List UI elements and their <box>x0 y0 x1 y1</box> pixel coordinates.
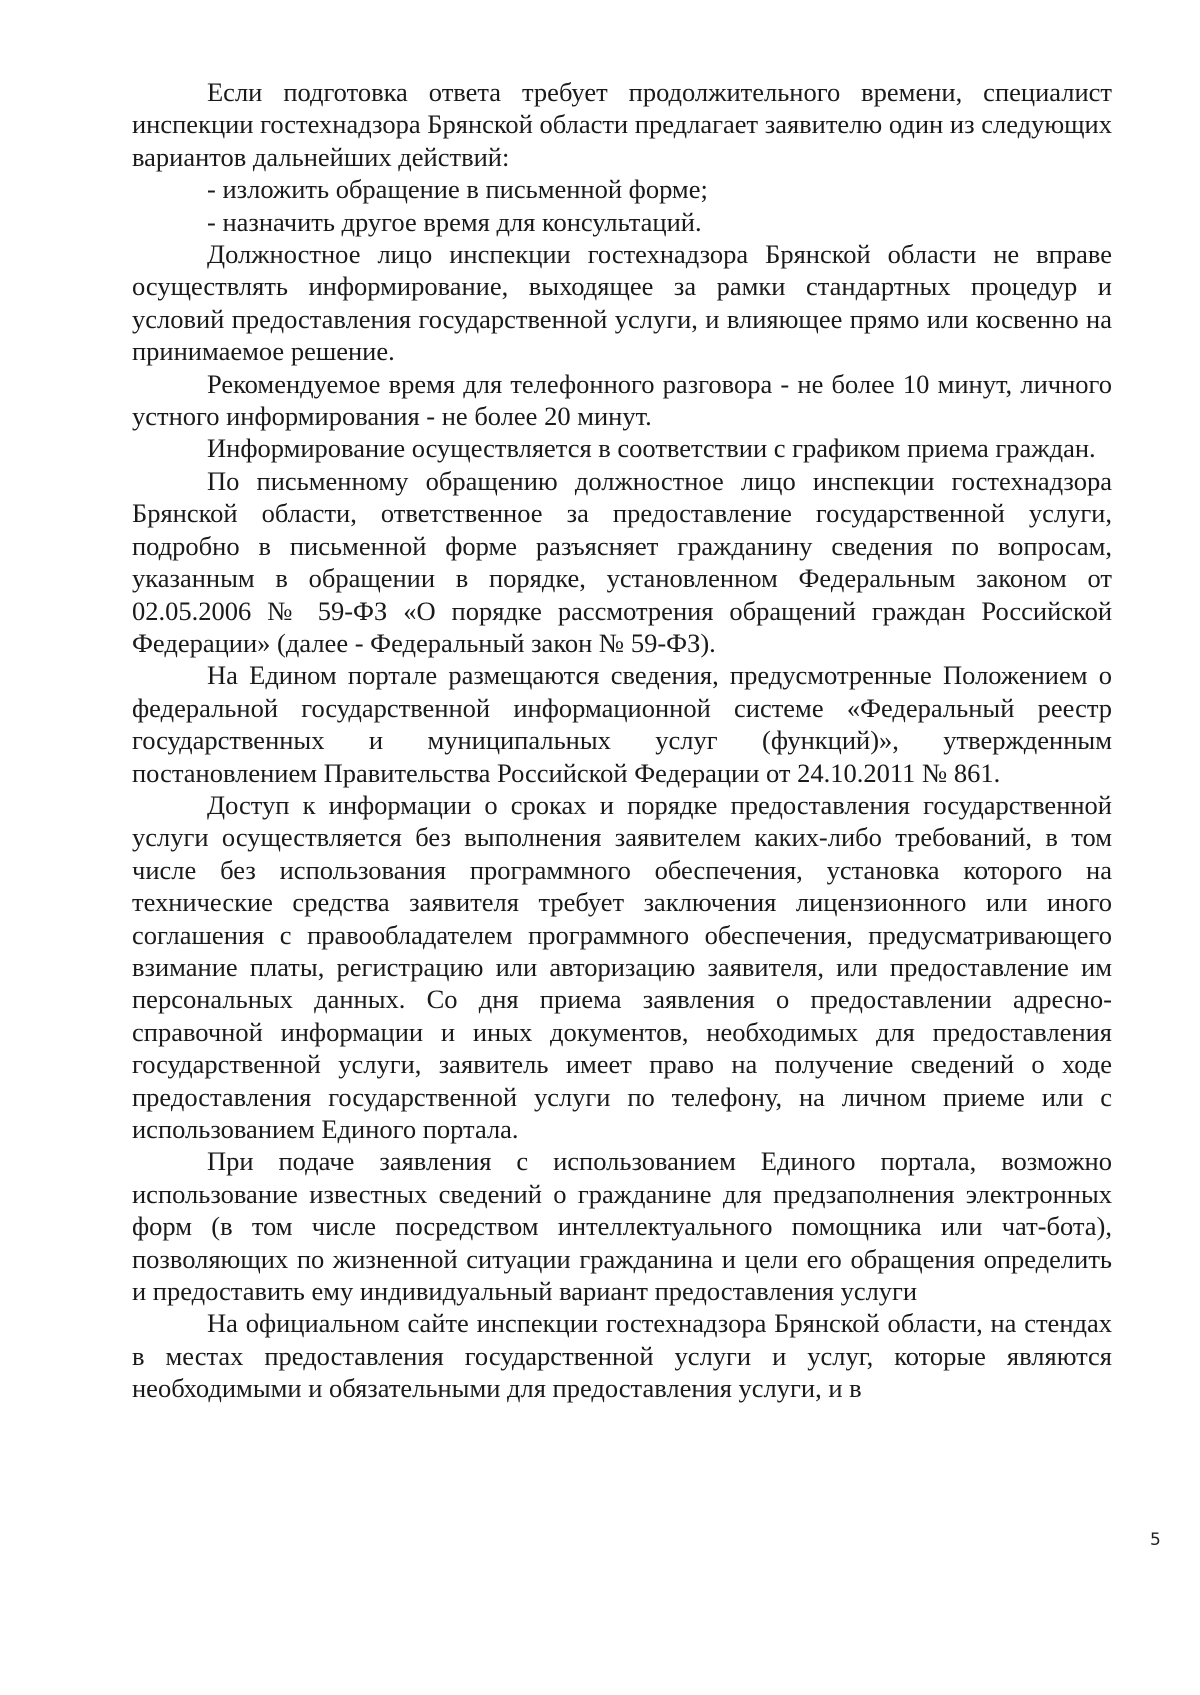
paragraph-recommended-time: Рекомендуемое время для телефонного разговора - не более 10 минут, личного устного информирования - не более 20 минут. <box>132 368 1112 432</box>
list-item-other-time: - назначить другое время для консультаций. <box>207 206 702 237</box>
paragraph-written-appeal: По письменному обращению должностное лицо инспекции гостехнадзора Брянской области, ответственное за предоставление государственной услуги, подробно в письменной форме разъясняет гражданину сведения по вопросам, указанным в обращении в порядке, установленном Федеральным законом от 02.05.2006 № 59-ФЗ «О порядке рассмотрения обращений граждан Российской Федерации» (далее - Федеральный закон № 59-ФЗ). <box>132 465 1112 658</box>
paragraph-official-restrictions: Должностное лицо инспекции гостехнадзора Брянской области не вправе осуществлять информирование, выходящее за рамки стандартных процедур и условий предоставления государственной услуги, и влияющее прямо или косвенно на принимаемое решение. <box>132 239 1112 367</box>
document-body <box>132 76 1112 1405</box>
paragraph-schedule: Информирование осуществляется в соответствии с графиком приема граждан. <box>207 433 1096 464</box>
paragraph-unified-portal: На Едином портале размещаются сведения, предусмотренные Положением о федеральной государственной информационной системе «Федеральный реестр государственных и муниципальных услуг (функций)», утвержденным постановлением Правительства Российской Федерации от 24.10.2011 № 861. <box>132 660 1112 788</box>
paragraph-portal-application: При подаче заявления с использованием Единого портала, возможно использование известных сведений о гражданине для предзаполнения электронных форм (в том числе посредством интеллектуального помощника или чат-бота), позволяющих по жизненной ситуации гражданина и цели его обращения определить и предоставить ему индивидуальный вариант предоставления услуги <box>132 1146 1112 1307</box>
paragraph-official-website: На официальном сайте инспекции гостехнадзора Брянской области, на стендах в местах предоставления государственной услуги и услуг, которые являются необходимыми и обязательными для предоставления услуги, и в <box>132 1308 1112 1404</box>
paragraph-consultation-time: Если подготовка ответа требует продолжительного времени, специалист инспекции гостехнадзора Брянской области предлагает заявителю один из следующих вариантов дальнейших действий: <box>132 77 1112 172</box>
page-number: 5 <box>1150 1530 1161 1550</box>
list-item-written-form: - изложить обращение в письменной форме; <box>207 174 708 205</box>
paragraph-access-to-information: Доступ к информации о сроках и порядке предоставления государственной услуги осуществляется без выполнения заявителем каких-либо требований, в том числе без использования программного обеспечения, установка которого на технические средства заявителя требует заключения лицензионного или иного соглашения с правообладателем программного обеспечения, предусматривающего взимание платы, регистрацию или авторизацию заявителя, или предоставление им персональных данных. Со дня приема заявления о предоставлении адресно-справочной информации и иных документов, необходимых для предоставления государственной услуги, заявитель имеет право на получение сведений о ходе предоставления государственной услуги по телефону, на личном приеме или с использованием Единого портала. <box>132 789 1112 1144</box>
